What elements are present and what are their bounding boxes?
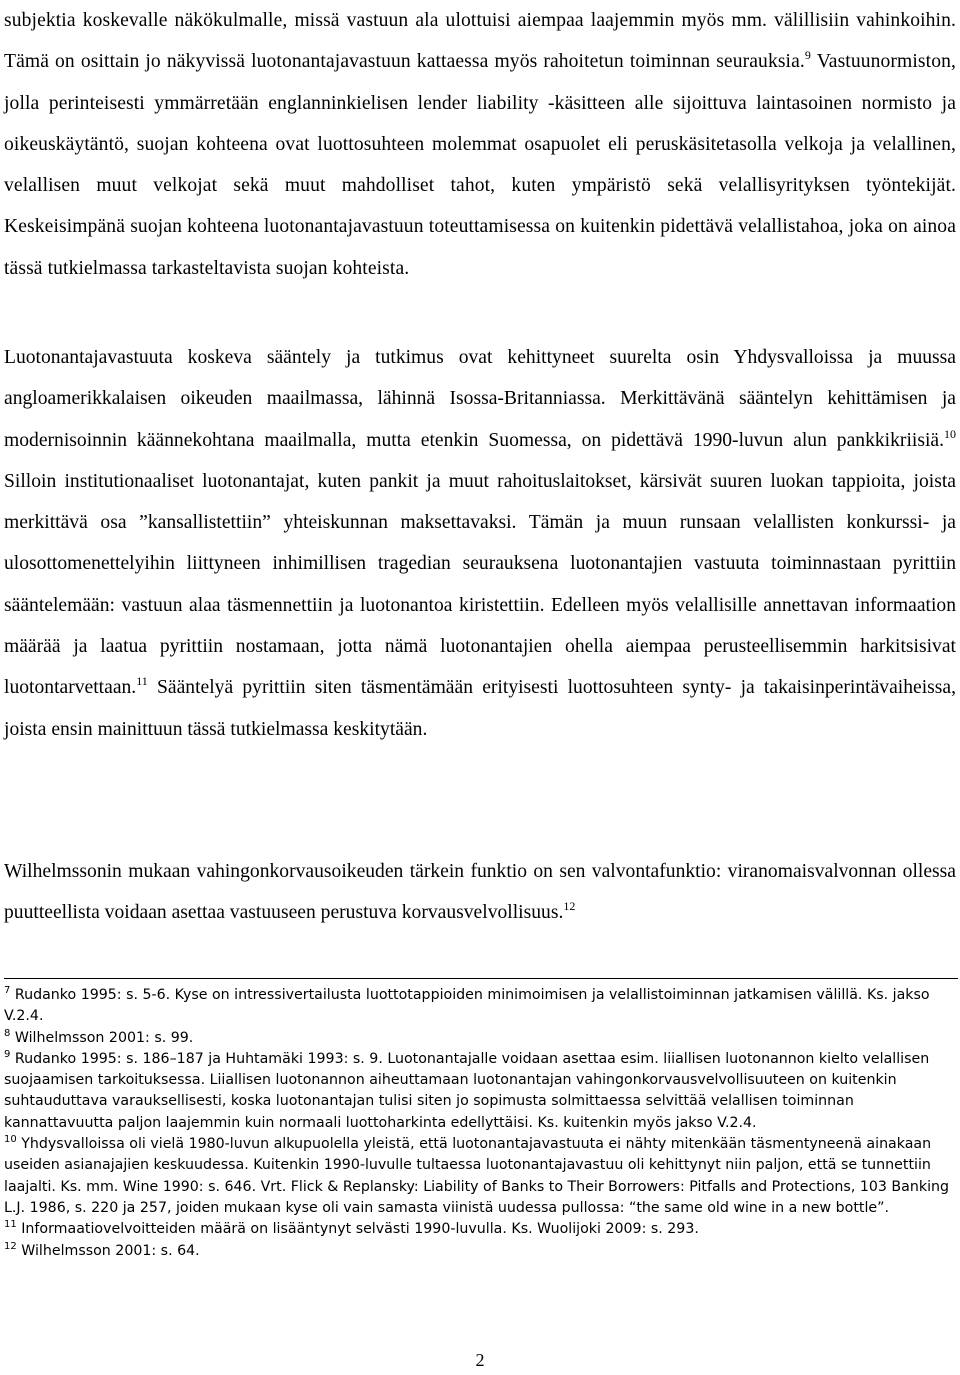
footnote-reference[interactable]: 11 — [136, 674, 148, 689]
paragraph-text: Sääntelyä pyrittiin siten täsmentämään erityisesti luottosuhteen synty- ja takaisinperintävaiheissa, joista ensin mainittuun tässä tutkielmassa keskitytään. — [4, 677, 956, 740]
footnotes-section — [4, 985, 956, 1262]
body-paragraph — [4, 851, 956, 934]
footnote-number: 8 — [4, 1027, 11, 1039]
body-paragraph — [4, 0, 956, 289]
footnote-number: 10 — [4, 1134, 17, 1146]
footnote-number: 9 — [4, 1048, 11, 1060]
footnote-reference[interactable]: 10 — [944, 426, 956, 441]
paragraph-text: Vastuunormiston, jolla perinteisesti ymmärretään englanninkielisen lender liability -käsitteen alle sijoittuva laintasoinen normisto ja oikeuskäytäntö, suojan kohteena ovat luottosuhteen molemmat osapuolet eli peruskäsitetasolla velkoja ja velallinen, velallisen muut velkojat sekä muut mahdolliset tahot, kuten ympäristö sekä velallisyrityksen työntekijät. Keskeisimpänä suojan kohteena luotonantajavastuun toteuttamisessa on kuitenkin pidettävä velallistahoa, joka on ainoa tässä tutkielmassa tarkasteltavista suojan kohteista. — [4, 51, 956, 279]
footnote-text: Rudanko 1995: s. 186–187 ja Huhtamäki 1993: s. 9. Luotonantajalle voidaan asettaa esim. liiallisen luotonannon kielto velallisen suojaamisen tarkoituksessa. Liiallisen luotonannon aiheuttamaan luotonantajan vahingonkorvausvelvollisuuteen on kuitenkin suhtauduttava varauksellisesti, koska luotonantajan tulisi siten jo sopimusta solmittaessa selvittää velallisen toiminnan kannattavuutta paljon laajemmin kuin normaali luottoharkinta edellyttäisi. Ks. kuitenkin myös jakso V.2.4. — [4, 1050, 930, 1131]
paragraph-text: subjektia koskevalle näkökulmalle, missä vastuun ala ulottuisi aiempaa laajemmin myös mm. välillisiin vahinkoihin. Tämä on osittain jo näkyvissä luotonantajavastuun kattaessa myös rahoitetun toiminnan seurauksia. — [4, 10, 956, 73]
page-number: 2 — [475, 1350, 485, 1370]
footnote — [4, 1028, 956, 1049]
paragraph-text: Luotonantajavastuuta koskeva sääntely ja tutkimus ovat kehittyneet suurelta osin Yhdysvalloissa ja muussa angloamerikkalaisen oikeuden maailmassa, lähinnä Isossa-Britanniassa. Merkittävänä sääntelyn kehittämisen ja modernisoinnin käännekohtana maailmalla, mutta etenkin Suomessa, on pidettävä 1990-luvun alun pankkikriisiä. — [4, 347, 956, 451]
footnote-text: Informaatiovelvoitteiden määrä on lisääntynyt selvästi 1990-luvulla. Ks. Wuolijoki 2009: s. 293. — [16, 1221, 699, 1238]
footnote-text: Rudanko 1995: s. 5-6. Kyse on intressivertailusta luottotappioiden minimoimisen ja velallistoiminnan jatkamisen välillä. Ks. jakso V.2.4. — [4, 987, 930, 1025]
footnote — [4, 985, 956, 1028]
body-paragraph — [4, 337, 956, 750]
footnote — [4, 1134, 956, 1219]
footnote — [4, 1219, 956, 1240]
footnote-reference[interactable]: 9 — [804, 48, 812, 63]
paragraph-text: Silloin institutionaaliset luotonantajat, kuten pankit ja muut rahoituslaitokset, kärsivät suuren luokan tappioita, joista merkittävä osa ”kansallistettiin” yhteiskunnan maksettavaksi. Tämän ja muun runsaan velallisten konkurssi- ja ulosottomenettelyihin liittyneen inhimillisen tragedian seurauksena luotonantajien vastuuta toiminnastaan pyrittiin sääntelemään: vastuun alaa täsmennettiin ja luotonantoa kiristettiin. Edelleen myös velallisille annettavan informaation määrää ja laatua pyrittiin nostamaan, jotta nämä luotonantajien ohella aiempaa perusteellisemmin harkitsisivat luotontarvettaan. — [4, 470, 956, 699]
footnote-number: 11 — [4, 1219, 17, 1231]
footnote — [4, 1241, 956, 1262]
footnote-reference[interactable]: 12 — [563, 899, 576, 914]
paragraph-text: Wilhelmssonin mukaan vahingonkorvausoikeuden tärkein funktio on sen valvontafunktio: viranomaisvalvonnan ollessa puutteellista voidaan asettaa vastuuseen perustuva korvausvelvollisuus. — [4, 861, 956, 924]
footnote-number: 7 — [4, 985, 11, 996]
footnote-text: Yhdysvalloissa oli vielä 1980-luvun alkupuolella yleistä, että luotonantajavastuuta ei nähty mitenkään täsmentyneenä ainakaan useiden asianajajien keskuudessa. Kuitenkin 1990-luvulle tultaessa luotonantajavastuu oli kehittynyt niin paljon, että se tunnettiin laajalti. Ks. mm. Wine 1990: s. 646. Vrt. Flick & Replansky: Liability of Banks to Their Borrowers: Pitfalls and Protections, 103 Banking L.J. 1986, s. 220 ja 257, joiden mukaan kyse oli vain samasta viinistä uudessa pullossa: “the same old wine in a new bottle”. — [4, 1136, 950, 1216]
footnote — [4, 1049, 956, 1134]
footnote-number: 12 — [4, 1240, 17, 1252]
footnote-text: Wilhelmsson 2001: s. 64. — [16, 1242, 200, 1259]
footnote-divider — [4, 978, 958, 979]
footnote-text: Wilhelmsson 2001: s. 99. — [10, 1029, 194, 1046]
